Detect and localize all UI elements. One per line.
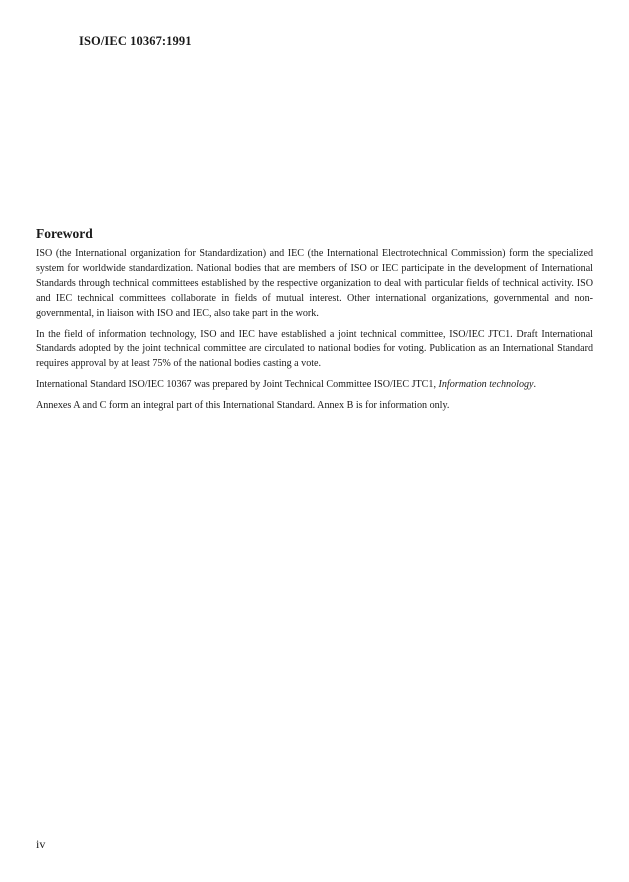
paragraph-3-end: . [533, 379, 537, 391]
paragraph-3-text: International Standard ISO/IEC 10367 was prepared by Joint Technical Committee ISO/IEC JTC1, [36, 379, 439, 391]
page-number: iv [36, 837, 46, 851]
foreword-section [36, 226, 593, 420]
foreword-paragraph-4: Annexes A and C form an integral part of this International Standard. Annex B is for information only. [36, 400, 450, 412]
foreword-paragraph-3 [36, 378, 593, 393]
committee-name: Information technology [438, 379, 534, 391]
foreword-paragraph-1: ISO (the International organization for Standardization) and IEC (the International Electrotechnical Commission) form the specialized system for worldwide standardization. National bodies that are members of ISO or IEC participate in the development of International Standards through technical committees established by the respective organization to deal with particular fields of technical activity. ISO and IEC technical committees collaborate in fields of mutual interest. Other international organizations, governmental and non-governmental, in liaison with ISO and IEC, also take part in the work. [36, 248, 593, 319]
document-id: ISO/IEC 10367:1991 [79, 34, 192, 48]
foreword-paragraph-2: In the field of information technology, ISO and IEC have established a joint technical committee, ISO/IEC JTC1. Draft International Standards adopted by the joint technical committee are circulated to national bodies for voting. Publication as an International Standard requires approval by at least 75% of the national bodies casting a vote. [36, 328, 593, 370]
foreword-heading: Foreword [36, 226, 93, 241]
